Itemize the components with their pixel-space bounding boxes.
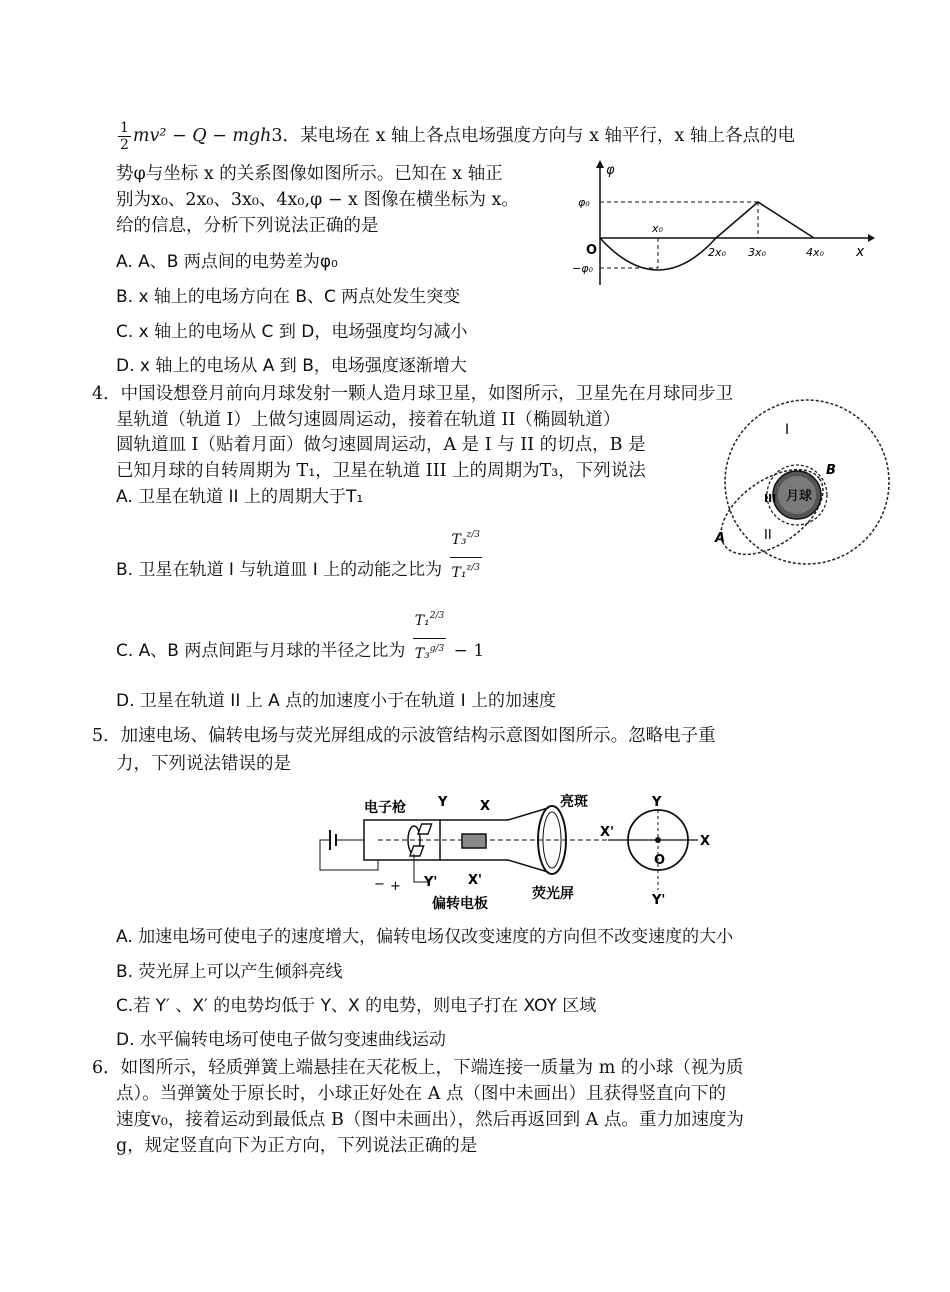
q5-stem-line1: 加速电场、偏转电场与荧光屏组成的示波管结构示意图如图所示。忽略电子重 [120,726,716,746]
q4-option-c-text: C. A、B 两点间距与月球的半径之比为 [116,640,406,661]
q4-number: 4． [92,384,121,404]
y-plate-bottom [410,846,424,856]
screen-label: 荧光屏 [532,886,574,902]
tick-2x0: 2x₀ [708,246,726,259]
q3-number: 3． [271,126,301,146]
point-a-label: A [715,531,726,546]
energy-expression: mv² − Q − mgh [132,126,272,146]
q3-option-d: D. x 轴上的电场从 A 到 B，电场强度逐渐增大 [116,356,467,376]
q4-option-c [116,592,484,678]
q4-option-a: A. 卫星在轨道 II 上的周期大于T₁ [116,487,364,507]
label-xp-screen: X' [600,825,615,840]
label-y-screen: Y [652,795,662,810]
label-o-screen: O [654,853,666,868]
q5-number: 5． [92,726,121,746]
q5-stem-line2: 力，下列说法错误的是 [116,754,291,774]
orbit-two [712,453,838,565]
gun-circuit [320,840,378,870]
q6-stem-line1: 如图所示，轻质弹簧上端悬挂在天花板上，下端连接一质量为 m 的小球（视为质 [120,1058,744,1078]
label-yp-plate: Y' [424,875,438,890]
q4-stem-line3: 圆轨道皿 I（贴着月面）做匀速圆周运动，A 是 I 与 II 的切点，B 是 [116,435,646,455]
plates-label: 偏转电板 [432,896,488,912]
q4-option-d: D. 卫星在轨道 II 上 A 点的加速度小于在轨道 I 上的加速度 [116,691,556,711]
y-plate-top [418,824,432,834]
q3-option-b: B. x 轴上的电场方向在 B、C 两点处发生突变 [116,287,461,307]
phi-x-graph [570,160,875,290]
q4-stem-line1: 中国设想登月前向月球发射一颗人造月球卫星，如图所示，卫星先在月球同步卫 [120,384,734,404]
q6-stem-line4: g，规定竖直向下为正方向，下列说法正确的是 [116,1136,478,1156]
phi-curve-triangle [716,202,814,238]
orbit-three-label: III [764,492,777,505]
label-x-plate: X [480,799,491,814]
tick-x0: x₀ [652,222,663,235]
q3-stem-line4: 给的信息，分析下列说法正确的是 [116,216,379,236]
q3-stem-line3: 别为x₀、2x₀、3x₀、4x₀,φ − x 图像在横坐标为 x。 [116,190,519,210]
q4-line1 [92,382,733,406]
label-plus: + [390,879,401,894]
q6-stem-line3: 速度v₀，接着运动到最低点 B（图中未画出），然后再返回到 A 点。重力加速度为 [116,1110,744,1130]
gun-label: 电子枪 [364,800,406,816]
phi0-label: φ₀ [578,196,590,209]
q4-option-b-text: B. 卫星在轨道 I 与轨道皿 I 上的动能之比为 [116,559,443,580]
phi-axis-label: φ [606,163,615,178]
q3-stem-line2: 势φ与坐标 x 的关系图像如图所示。已知在 x 轴正 [116,164,503,184]
q3-option-a: A. A、B 两点间的电势差为φ₀ [116,252,338,272]
x-axis-label: x [856,244,865,260]
q3-option-c: C. x 轴上的电场从 C 到 D，电场强度均匀减小 [116,322,468,342]
q4-option-b [116,511,484,591]
q3-line1 [116,120,795,153]
q3-stem-line1: 某电场在 x 轴上各点电场强度方向与 x 轴平行，x 轴上各点的电 [300,126,795,146]
tick-3x0: 3x₀ [748,246,766,259]
point-b-label: B [826,463,836,478]
q4-option-b-fraction: $\frac{T_3^{z/3}}{T_1^{z/3}}$ [450,525,482,590]
q4-stem-line2: 星轨道（轨道 I）上做匀速圆周运动，接着在轨道 II（椭圆轨道） [116,410,621,430]
screen-center-dot [655,837,661,843]
q5-option-a: A. 加速电场可使电子的速度增大，偏转电场仅改变速度的方向但不改变速度的大小 [116,927,734,947]
origin-label: O [586,243,598,258]
label-y-top: Y [438,795,448,810]
tick-4x0: 4x₀ [806,246,824,259]
q5-option-d: D. 水平偏转电场可使电子做匀变速曲线运动 [116,1030,446,1050]
orbit-figure [712,390,902,565]
q5-line1 [92,724,716,748]
q6-stem-line2: 点）。当弹簧处于原长时，小球正好处在 A 点（图中未画出）且获得竖直向下的 [116,1084,727,1104]
label-x-screen: X [700,834,711,849]
x-axis-arrow [868,234,875,242]
energy-half-fraction: $\frac{1}{2}$ [120,120,129,153]
neg-phi0-label: −φ₀ [572,262,593,275]
q6-number: 6． [92,1058,121,1078]
q4-stem-line4: 已知月球的自转周期为 T₁，卫星在轨道 III 上的周期为T₃，下列说法 [116,461,646,481]
label-minus: − [374,877,385,892]
moon-label: 月球 [786,489,813,504]
oscilloscope-figure [318,790,718,920]
orbit-one-label: I [785,422,790,438]
label-yp-screen: Y' [652,893,666,908]
q4-option-c-fraction: $\frac{T_1^{2/3}}{T_3^{g/3}}$ [413,606,446,671]
q4-option-c-suffix: − 1 [453,640,485,661]
q5-option-b: B. 荧光屏上可以产生倾斜亮线 [116,962,343,982]
orbit-two-label: II [764,528,772,543]
label-xp-plate: X' [468,873,483,888]
q6-line1 [92,1056,743,1080]
q5-option-c: C.若 Y′ 、X′ 的电势均低于 Y、X 的电势，则电子打在 XOY 区域 [116,996,597,1016]
spot-label: 亮斑 [560,794,588,810]
x-plates [462,834,486,848]
phi-axis-arrow [596,160,604,168]
